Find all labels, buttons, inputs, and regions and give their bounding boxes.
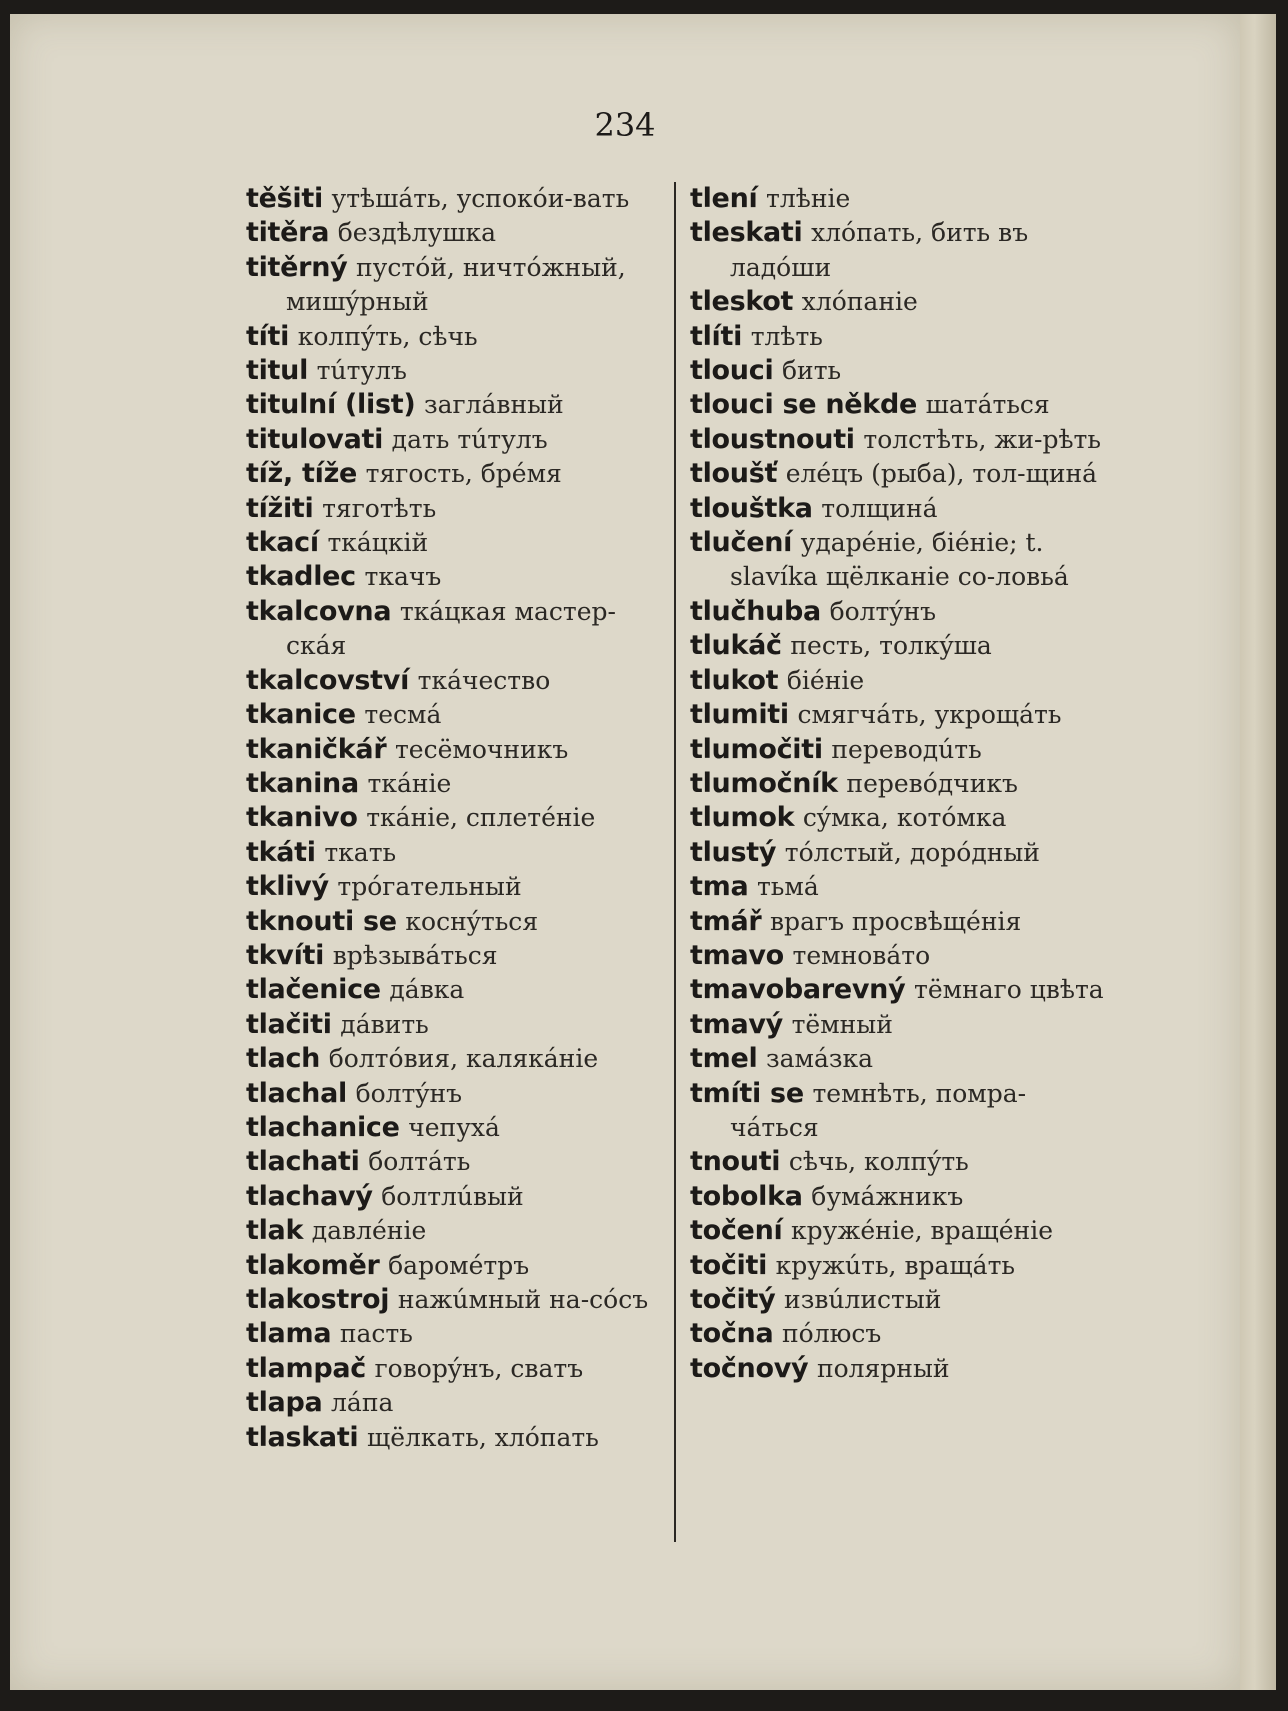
dictionary-entry <box>690 182 1112 216</box>
entry-translation: пустóй, ничтóжный, мишýрный <box>286 252 626 317</box>
entry-translation: кружéніе, вращéніе <box>791 1216 1053 1246</box>
dictionary-entry <box>690 388 1112 422</box>
entry-translation: песть, толкýша <box>790 631 992 661</box>
dictionary-entry <box>690 1352 1112 1386</box>
entry-translation: хлóпать, бить въ ладóши <box>730 218 1029 282</box>
dictionary-entry <box>246 973 666 1007</box>
entry-headword: tlumiti <box>690 699 789 731</box>
entry-translation: замáзка <box>766 1044 874 1074</box>
entry-translation: тесмá <box>364 700 442 730</box>
entry-translation: дáвка <box>389 975 465 1005</box>
entry-headword: tlachavý <box>246 1180 373 1212</box>
entry-translation: ударéніе, біéніе; t. slavíka щёлканіе со-ловьá <box>730 528 1069 592</box>
entry-headword: tlumok <box>690 802 795 834</box>
entry-headword: tlačiti <box>246 1008 332 1040</box>
entry-headword: točnový <box>690 1352 809 1384</box>
entry-translation: болтýнъ <box>829 596 937 626</box>
entry-headword: titulovati <box>246 423 384 455</box>
entry-translation: трóгательный <box>337 872 522 902</box>
entry-translation: кружúть, вращáть <box>775 1250 1016 1280</box>
dictionary-entry <box>246 354 666 388</box>
dictionary-page <box>10 14 1240 1690</box>
entry-headword: tkanice <box>246 699 356 731</box>
entry-headword: tlachal <box>246 1077 347 1109</box>
entry-translation: щёлкать, хлóпать <box>366 1422 599 1452</box>
entry-translation: заглáвный <box>423 390 564 420</box>
entry-translation: тлѣніе <box>766 184 851 213</box>
dictionary-entry <box>246 836 666 870</box>
dictionary-entry <box>690 733 1112 767</box>
dictionary-entry <box>246 939 666 973</box>
dictionary-entry <box>246 423 666 457</box>
entry-translation: переводúть <box>831 734 982 764</box>
dictionary-entry <box>246 388 666 422</box>
entry-headword: tkaničkář <box>246 733 387 765</box>
entry-translation: шатáться <box>925 390 1050 420</box>
dictionary-entry <box>690 457 1112 491</box>
dictionary-entry <box>246 767 666 801</box>
dictionary-entry <box>246 560 666 594</box>
entry-translation: темновáто <box>792 940 931 970</box>
dictionary-entry <box>246 1077 666 1111</box>
left-column <box>246 182 666 1455</box>
dictionary-entry <box>690 629 1112 663</box>
entry-headword: tlapa <box>246 1387 323 1419</box>
entry-translation: утѣшáть, успокóи-вать <box>331 184 630 213</box>
dictionary-entry <box>690 216 1112 285</box>
entry-headword: tíž, tíže <box>246 458 358 490</box>
dictionary-entry <box>690 973 1112 1007</box>
entry-headword: tlakoměr <box>246 1249 380 1281</box>
entry-translation: ткачъ <box>364 562 442 592</box>
entry-translation: тúтулъ <box>316 356 407 386</box>
dictionary-entry <box>246 698 666 732</box>
dictionary-entry <box>246 1386 666 1420</box>
entry-translation: сѣчь, колпýть <box>788 1147 969 1177</box>
dictionary-entry <box>246 492 666 526</box>
dictionary-entry <box>690 1317 1112 1351</box>
dictionary-entry <box>246 1180 666 1214</box>
entry-headword: tlaskati <box>246 1421 359 1453</box>
entry-translation: бумáжникъ <box>811 1181 964 1211</box>
entry-translation: полярный <box>816 1353 950 1383</box>
dictionary-entry <box>690 595 1112 629</box>
entry-translation: смягчáть, укрощáть <box>797 700 1062 730</box>
entry-headword: tmíti se <box>690 1077 804 1109</box>
entry-headword: tlach <box>246 1043 321 1075</box>
entry-translation: врагъ просвѣщéнія <box>769 906 1022 936</box>
dictionary-entry <box>690 1180 1112 1214</box>
entry-headword: tkvíti <box>246 939 325 971</box>
dictionary-entry <box>246 870 666 904</box>
entry-headword: točna <box>690 1318 774 1350</box>
dictionary-entry <box>246 457 666 491</box>
entry-headword: tlak <box>246 1215 304 1247</box>
entry-headword: titul <box>246 355 309 387</box>
entry-translation: болтлúвый <box>381 1181 524 1211</box>
dictionary-entry <box>690 423 1112 457</box>
dictionary-entry <box>690 905 1112 939</box>
dictionary-entry <box>246 1249 666 1283</box>
entry-translation: ткáніе <box>367 768 452 798</box>
entry-translation: болтýнъ <box>355 1078 463 1108</box>
entry-translation: колпýть, сѣчь <box>297 321 478 351</box>
entry-translation: чепухá <box>408 1112 500 1142</box>
dictionary-entry <box>246 1145 666 1179</box>
dictionary-entry <box>690 1249 1112 1283</box>
entry-headword: tloustnouti <box>690 423 855 455</box>
entry-headword: tlumočník <box>690 767 838 799</box>
dictionary-entry <box>690 320 1112 354</box>
entry-headword: tlachanice <box>246 1111 400 1143</box>
dictionary-entry <box>690 1214 1112 1248</box>
entry-translation: біéніе <box>786 665 865 695</box>
dictionary-entry <box>690 767 1112 801</box>
dictionary-entry <box>690 698 1112 732</box>
entry-translation: давлéніе <box>311 1216 427 1246</box>
entry-headword: tkáti <box>246 836 316 868</box>
page-number: 234 <box>594 106 656 144</box>
entry-translation: бить <box>782 356 842 386</box>
dictionary-entry <box>246 1317 666 1351</box>
entry-translation: тяготѣть <box>322 493 437 523</box>
entry-translation: тёмнаго цвѣта <box>914 975 1104 1005</box>
entry-headword: těšiti <box>246 183 323 214</box>
entry-headword: točitý <box>690 1284 776 1315</box>
entry-headword: tkalcovna <box>246 595 392 627</box>
dictionary-entry <box>690 1042 1112 1076</box>
entry-headword: tkalcovství <box>246 664 410 696</box>
entry-headword: tlakostroj <box>246 1284 390 1315</box>
dictionary-entry <box>246 526 666 560</box>
entry-headword: tkanivo <box>246 802 358 834</box>
dictionary-entry <box>690 1145 1112 1179</box>
dictionary-entry <box>246 595 666 664</box>
entry-headword: tlama <box>246 1318 332 1350</box>
entry-translation: болтóвия, калякáніе <box>328 1044 599 1074</box>
entry-headword: točiti <box>690 1249 768 1281</box>
entry-translation: толщинá <box>821 493 938 523</box>
entry-headword: tloušť <box>690 458 778 490</box>
entry-headword: tmář <box>690 905 762 937</box>
entry-headword: tlouci <box>690 355 774 387</box>
entry-headword: tleskati <box>690 217 803 249</box>
dictionary-entry <box>690 870 1112 904</box>
dictionary-entry <box>246 905 666 939</box>
entry-headword: tlachati <box>246 1146 360 1178</box>
dictionary-entry <box>690 1077 1112 1146</box>
dictionary-entry <box>246 801 666 835</box>
column-divider <box>674 182 676 1542</box>
dictionary-entry <box>690 801 1112 835</box>
entry-headword: tmavý <box>690 1008 783 1040</box>
entry-translation: дать тúтулъ <box>391 424 548 454</box>
entry-headword: tlumočiti <box>690 733 823 765</box>
dictionary-entry <box>690 836 1112 870</box>
dictionary-entry <box>246 664 666 698</box>
entry-headword: tlačenice <box>246 974 381 1006</box>
entry-translation: хлóпаніе <box>801 287 918 317</box>
dictionary-entry <box>246 1008 666 1042</box>
entry-translation: тёмный <box>791 1009 893 1039</box>
dictionary-entry <box>246 1214 666 1248</box>
entry-translation: ткáніе, сплетéніе <box>366 803 596 833</box>
entry-translation: елéцъ (рыба), тол-щинá <box>785 459 1098 489</box>
dictionary-entry <box>246 1352 666 1386</box>
entry-headword: tlučhuba <box>690 595 821 627</box>
entry-translation: баромéтръ <box>388 1250 530 1280</box>
entry-translation: тьмá <box>756 872 819 902</box>
entry-translation: бездѣлушка <box>337 218 497 248</box>
entry-headword: tkací <box>246 527 319 559</box>
entry-headword: tlouštka <box>690 492 813 524</box>
entry-headword: tmavo <box>690 939 784 971</box>
dictionary-entry <box>690 526 1112 595</box>
entry-headword: točení <box>690 1215 783 1247</box>
book-page-edge <box>1240 14 1276 1690</box>
dictionary-entry <box>690 492 1112 526</box>
entry-translation: тлѣть <box>750 321 823 351</box>
entry-translation: извúлистый <box>784 1285 942 1314</box>
dictionary-entry <box>690 1008 1112 1042</box>
dictionary-entry <box>246 1042 666 1076</box>
entry-headword: tmavobarevný <box>690 974 906 1006</box>
entry-headword: tknouti se <box>246 905 397 937</box>
entry-translation: сýмка, котóмка <box>802 803 1007 833</box>
entry-headword: tlukáč <box>690 630 782 662</box>
dictionary-entry <box>246 216 666 250</box>
dictionary-entry <box>246 1111 666 1145</box>
entry-translation: толстѣть, жи-рѣть <box>863 424 1101 454</box>
entry-translation: ткать <box>324 837 397 867</box>
entry-headword: tleskot <box>690 286 794 318</box>
entry-headword: tlampač <box>246 1352 366 1384</box>
dictionary-entry <box>690 1283 1112 1317</box>
entry-headword: tma <box>690 871 749 903</box>
entry-translation: пасть <box>339 1319 413 1349</box>
entry-translation: ткáцкій <box>327 528 429 558</box>
entry-headword: tlíti <box>690 320 743 352</box>
entry-translation: темнѣть, помра-чáться <box>730 1078 1027 1142</box>
entry-translation: болтáть <box>368 1147 471 1177</box>
entry-headword: titěrný <box>246 251 348 283</box>
entry-headword: tlustý <box>690 836 777 868</box>
entry-translation: перевóдчикъ <box>846 768 1018 798</box>
entry-translation: тягость, брéмя <box>365 459 562 489</box>
entry-headword: títi <box>246 320 290 352</box>
entry-translation: врѣзывáться <box>332 940 498 970</box>
dictionary-entry <box>246 251 666 320</box>
dictionary-entry <box>246 733 666 767</box>
entry-translation: лáпа <box>331 1388 394 1418</box>
entry-translation: говорýнъ, сватъ <box>374 1353 584 1383</box>
entry-headword: tlouci se někde <box>690 389 918 421</box>
entry-translation: дáвить <box>340 1009 429 1039</box>
entry-translation: нажúмный на-сóсъ <box>397 1285 649 1314</box>
dictionary-entry <box>690 285 1112 319</box>
entry-headword: tmel <box>690 1043 758 1075</box>
entry-headword: tklivý <box>246 871 329 903</box>
entry-headword: titulní (list) <box>246 389 416 421</box>
entry-headword: tlučení <box>690 527 793 559</box>
entry-headword: titěra <box>246 217 330 249</box>
entry-headword: tížiti <box>246 492 314 524</box>
entry-translation: коснýться <box>405 906 539 936</box>
entry-translation: тесёмочникъ <box>394 734 569 764</box>
entry-headword: tkanina <box>246 767 359 799</box>
dictionary-entry <box>690 664 1112 698</box>
entry-translation: пóлюсъ <box>782 1319 882 1349</box>
dictionary-entry <box>690 354 1112 388</box>
entry-headword: tnouti <box>690 1146 781 1178</box>
right-column <box>690 182 1112 1386</box>
dictionary-entry <box>246 182 666 216</box>
entry-translation: ткáцкая мастер-скáя <box>286 596 616 661</box>
dictionary-entry <box>690 939 1112 973</box>
dictionary-entry <box>246 1421 666 1455</box>
entry-headword: tobolka <box>690 1180 803 1212</box>
entry-headword: tlení <box>690 183 758 214</box>
entry-translation: тóлстый, дорóдный <box>784 837 1040 867</box>
entry-headword: tkadlec <box>246 561 356 593</box>
dictionary-entry <box>246 1283 666 1317</box>
entry-translation: ткáчество <box>417 665 551 695</box>
entry-headword: tlukot <box>690 664 779 696</box>
dictionary-entry <box>246 320 666 354</box>
